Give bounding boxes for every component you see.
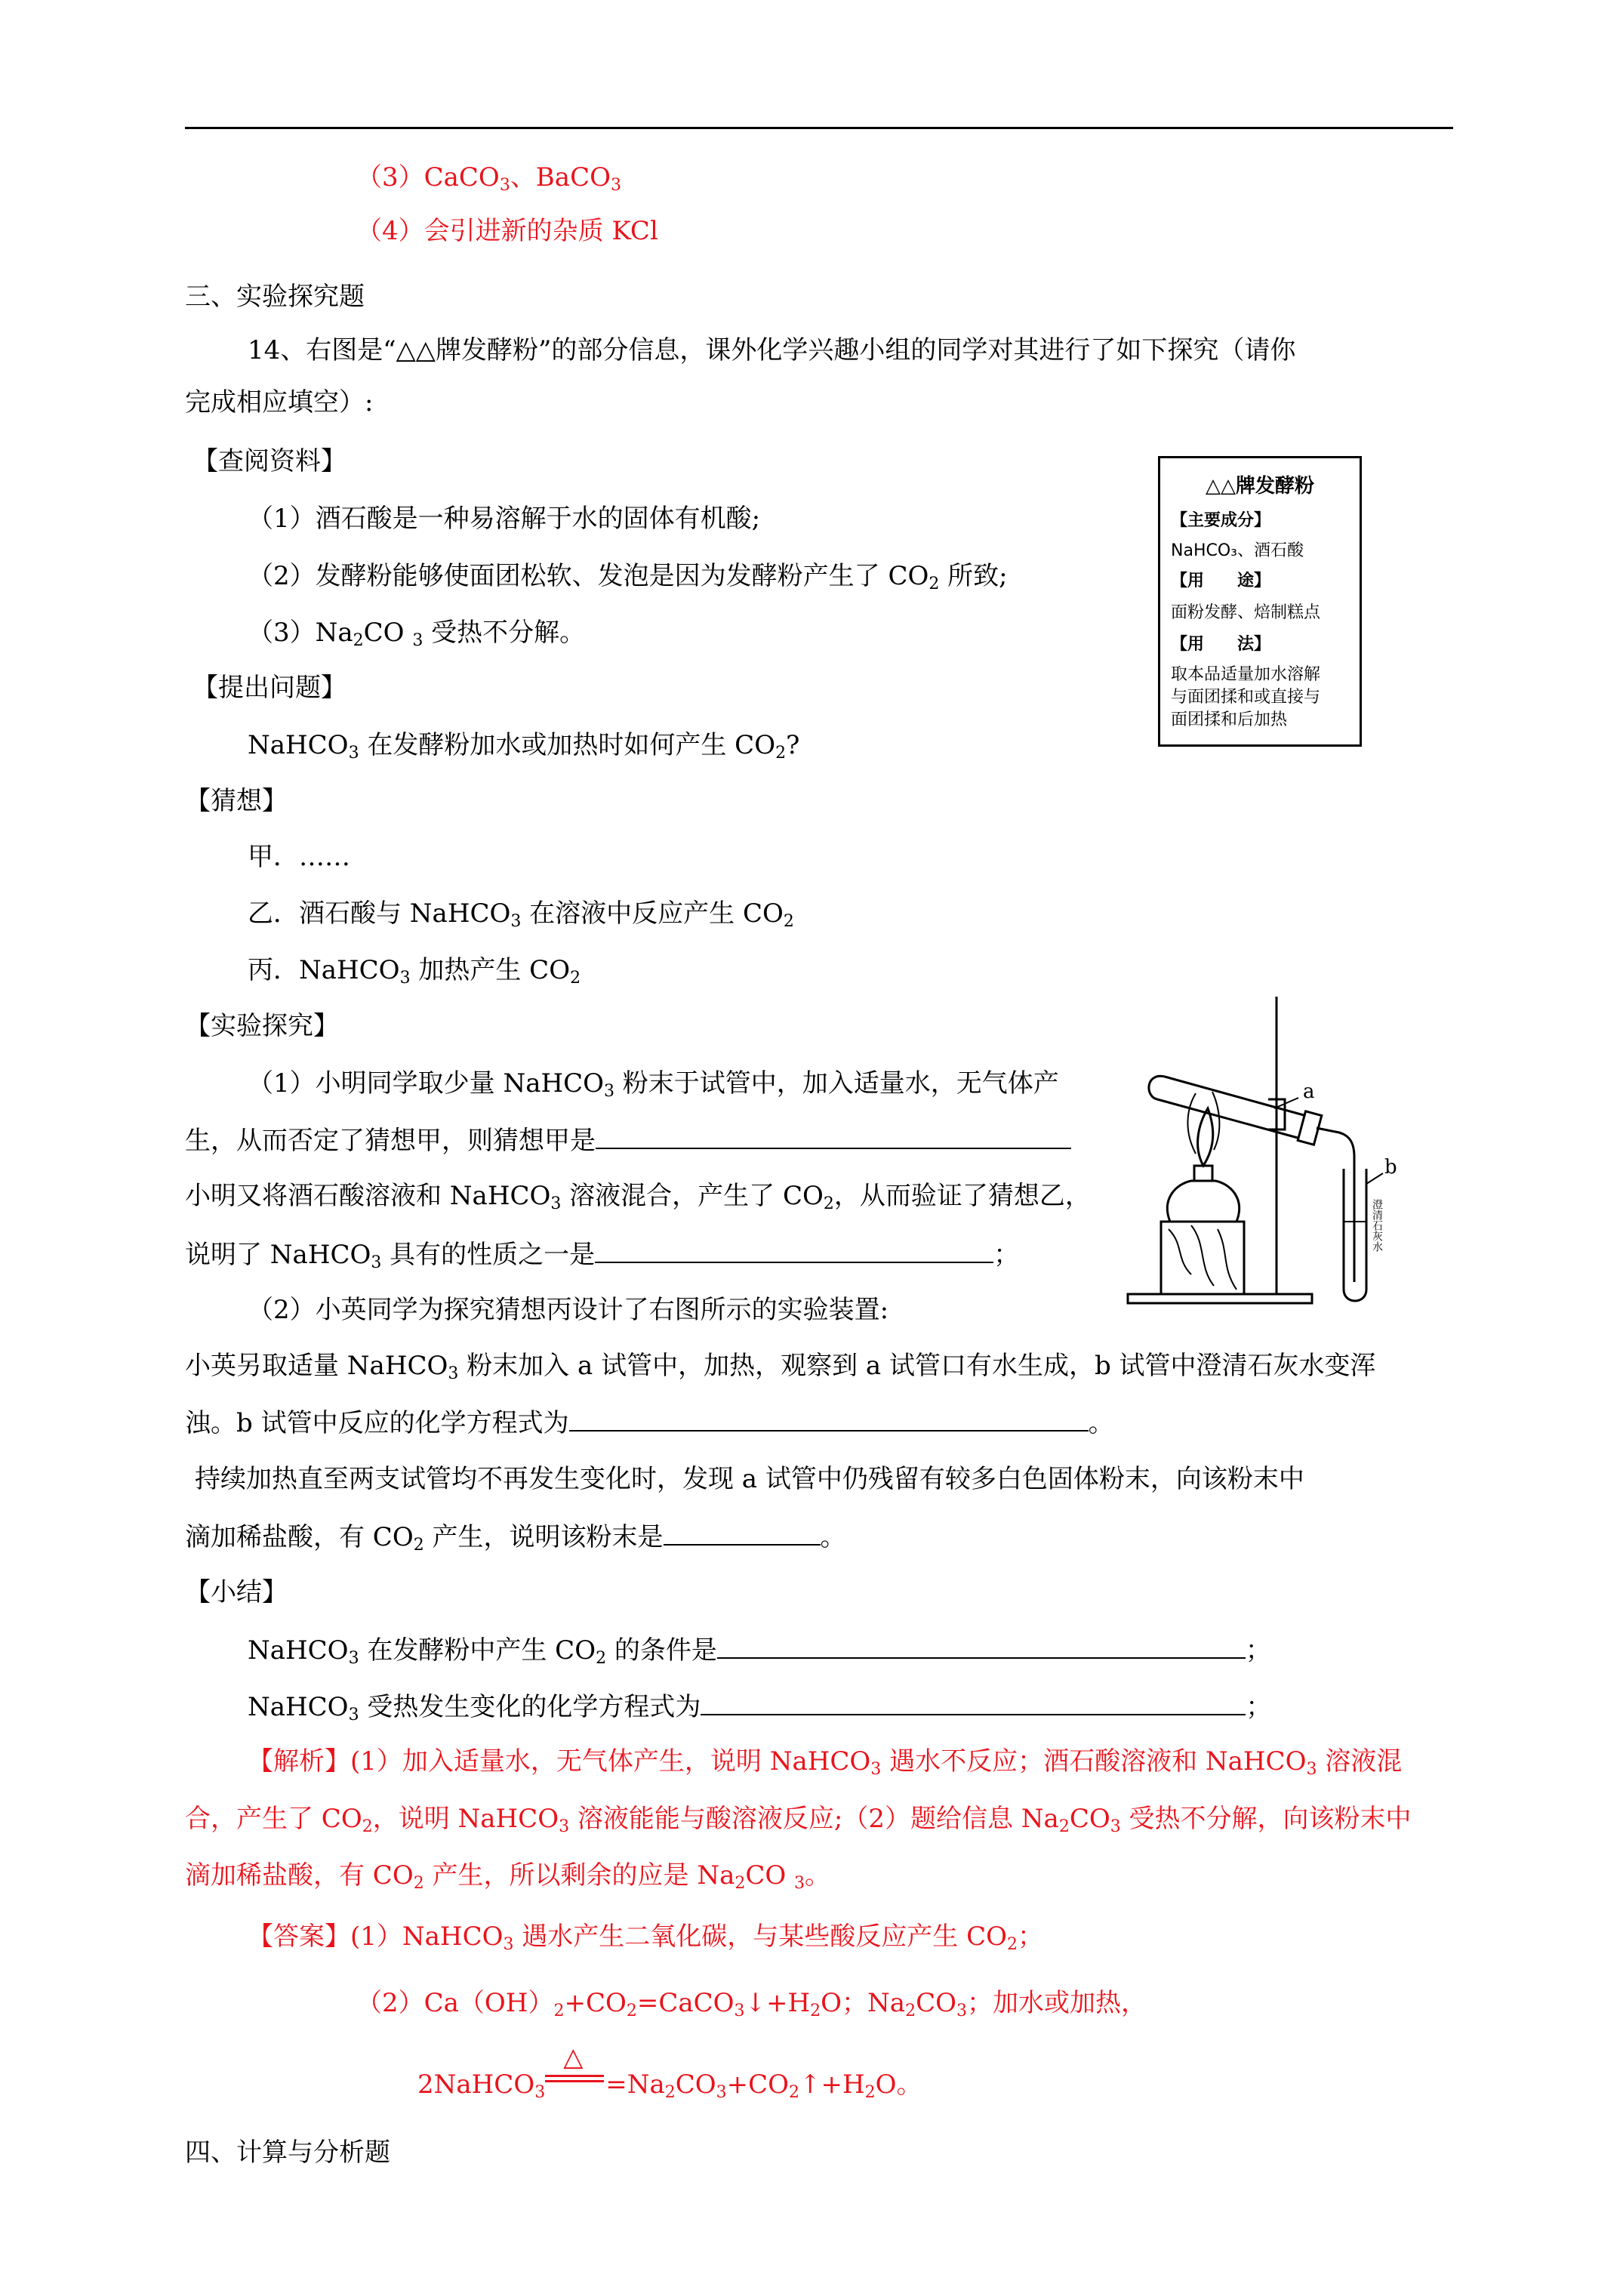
analysis-line-3: 滴加稀盐酸，有 $CO_2$ 产生，所以剩余的应是 $Na_2CO$ $_3$。 — [185, 1860, 831, 1893]
summary-heading: 【小结】 — [185, 1577, 288, 1607]
section-4-title: 四、计算与分析题 — [185, 2137, 390, 2168]
heating-apparatus-diagram — [1123, 995, 1425, 1312]
label-heading-method: 【用 法】 — [1171, 635, 1271, 654]
problem-heading: 【提出问题】 — [192, 673, 346, 703]
analysis-line-2: 合，产生了 $CO_2$，说明 NaHCO$_3$ 溶液能能与酸溶液反应;（2）题给信息 $Na_2CO_3$ 受热不分解，向该粉末中 — [185, 1804, 1412, 1836]
label-method-1: 取本品适量加水溶解 — [1171, 665, 1321, 684]
answer-4: （4）会引进新的杂质 KCl — [356, 216, 658, 246]
guess-a: 甲．…… — [248, 842, 350, 872]
exp2-line-a: （2）小英同学为探究猜想丙设计了右图所示的实验装置: — [248, 1295, 889, 1325]
guess-b: 乙．酒石酸与 NaHCO$_3$ 在溶液中反应产生 $CO_2$ — [248, 898, 794, 931]
label-title: △△牌发酵粉 — [1206, 475, 1314, 498]
exp1-line-d: 说明了 NaHCO$_3$ 具有的性质之一是 ； — [185, 1236, 1019, 1272]
label-ingredients: NaHCO₃、酒石酸 — [1171, 541, 1304, 560]
label-a: a — [1303, 1080, 1315, 1103]
label-b: b — [1384, 1156, 1397, 1179]
exp1-line-a: （1）小明同学取少量 NaHCO$_3$ 粉末于试管中，加入适量水，无气体产 — [248, 1068, 1059, 1101]
pointer-b — [1366, 1173, 1383, 1184]
exp1-line-b: 生，从而否定了猜想甲，则猜想甲是 — [185, 1122, 1071, 1158]
delivery-tube — [1317, 1128, 1354, 1282]
flame-icon — [1198, 1108, 1213, 1166]
exp2-line-c: 浊。b 试管中反应的化学方程式为 。 — [185, 1404, 1114, 1441]
answer-line-2: $(2)Ca(OH)_2+CO_2=CaCO_3↓+H_2O$；$Na_2CO_3$；加水或加热， — [356, 1988, 1147, 2020]
label-use: 面粉发酵、焙制糕点 — [1171, 603, 1321, 622]
problem-text: NaHCO$_3$ 在发酵粉加水或加热时如何产生 $CO_2$? — [248, 730, 800, 763]
section-3-title: 三、实验探究题 — [185, 282, 365, 312]
test-tube-a-top — [1165, 1077, 1312, 1117]
ref-1: （1）酒石酸是一种易溶解于水的固体有机酸; — [248, 504, 761, 534]
answer-line-3: 2NaHCO$_3$ △ $=Na_2CO_3+CO_2↑+H_2O$。 — [417, 2042, 922, 2102]
label-lime-water: 澄清石灰水 — [1371, 1199, 1383, 1252]
answer-3: （3）CaCO$_3$、BaCO$_3$ — [356, 162, 621, 195]
baking-powder-label-box — [1158, 456, 1362, 747]
guess-heading: 【猜想】 — [185, 786, 288, 816]
exp2-line-d: 持续加热直至两支试管均不再发生变化时，发现 a 试管中仍残留有较多白色固体粉末，向该粉末中 — [195, 1464, 1304, 1494]
stand-base — [1128, 1294, 1312, 1303]
test-tube-a-bottom — [1157, 1099, 1306, 1140]
label-heading-use: 【用 途】 — [1171, 572, 1271, 590]
answer-blank-equation-b[interactable] — [569, 1404, 1089, 1432]
exp1-line-c: 小明又将酒石酸溶液和 NaHCO$_3$ 溶液混合，产生了 $CO_2$，从而验证了猜想乙， — [185, 1181, 1091, 1213]
analysis-line-1: 【解析】(1）加入适量水，无气体产生，说明 NaHCO$_3$ 遇水不反应；酒石酸溶液和 NaHCO$_3$ 溶液混 — [248, 1746, 1403, 1779]
exp2-line-e: 滴加稀盐酸，有 $CO_2$ 产生，说明该粉末是 。 — [185, 1518, 846, 1555]
alcohol-lamp — [1167, 1181, 1239, 1222]
summary-2: NaHCO$_3$ 受热发生变化的化学方程式为 ； — [248, 1688, 1271, 1724]
q14-intro-1: 14、右图是“△△牌发酵粉”的部分信息，课外化学兴趣小组的同学对其进行了如下探究（请你 — [248, 335, 1296, 365]
answer-blank-equation-heat[interactable] — [701, 1688, 1246, 1715]
label-heading-ingredients: 【主要成分】 — [1171, 511, 1271, 530]
equals-with-heat-sign — [545, 2042, 605, 2093]
label-method-2: 与面团揉和或直接与 — [1171, 688, 1321, 707]
answer-blank-powder[interactable] — [664, 1518, 821, 1546]
ref-2: （2）发酵粉能够使面团松软、发泡是因为发酵粉产生了 $CO_2$ 所致; — [248, 561, 1008, 593]
delta-heat-icon: △ — [563, 2042, 584, 2073]
summary-1: NaHCO$_3$ 在发酵粉中产生 $CO_2$ 的条件是 ； — [248, 1632, 1271, 1668]
answer-blank-guess-a[interactable] — [596, 1122, 1071, 1149]
answer-blank-condition[interactable] — [717, 1632, 1246, 1659]
header-rule — [185, 127, 1453, 129]
q14-intro-2: 完成相应填空）: — [185, 387, 374, 418]
answer-line-1: 【答案】(1）NaHCO$_3$ 遇水产生二氧化碳，与某些酸反应产生 $CO_2$； — [248, 1922, 1043, 1954]
ref-heading: 【查阅资料】 — [192, 446, 346, 476]
answer-blank-property[interactable] — [595, 1236, 993, 1263]
label-method-3: 面团揉和后加热 — [1171, 710, 1288, 729]
lamp-neck — [1194, 1166, 1212, 1181]
ref-3: $(3)Na_2CO$ $_3$ 受热不分解。 — [248, 618, 586, 650]
exp2-line-b: 小英另取适量 NaHCO$_3$ 粉末加入 a 试管中，加热，观察到 a 试管口有水生成，b 试管中澄清石灰水变浑 — [185, 1351, 1376, 1383]
guess-c: 丙．NaHCO$_3$ 加热产生 $CO_2$ — [248, 955, 581, 988]
test-tube-a-base — [1149, 1076, 1165, 1099]
experiment-heading: 【实验探究】 — [185, 1011, 339, 1041]
